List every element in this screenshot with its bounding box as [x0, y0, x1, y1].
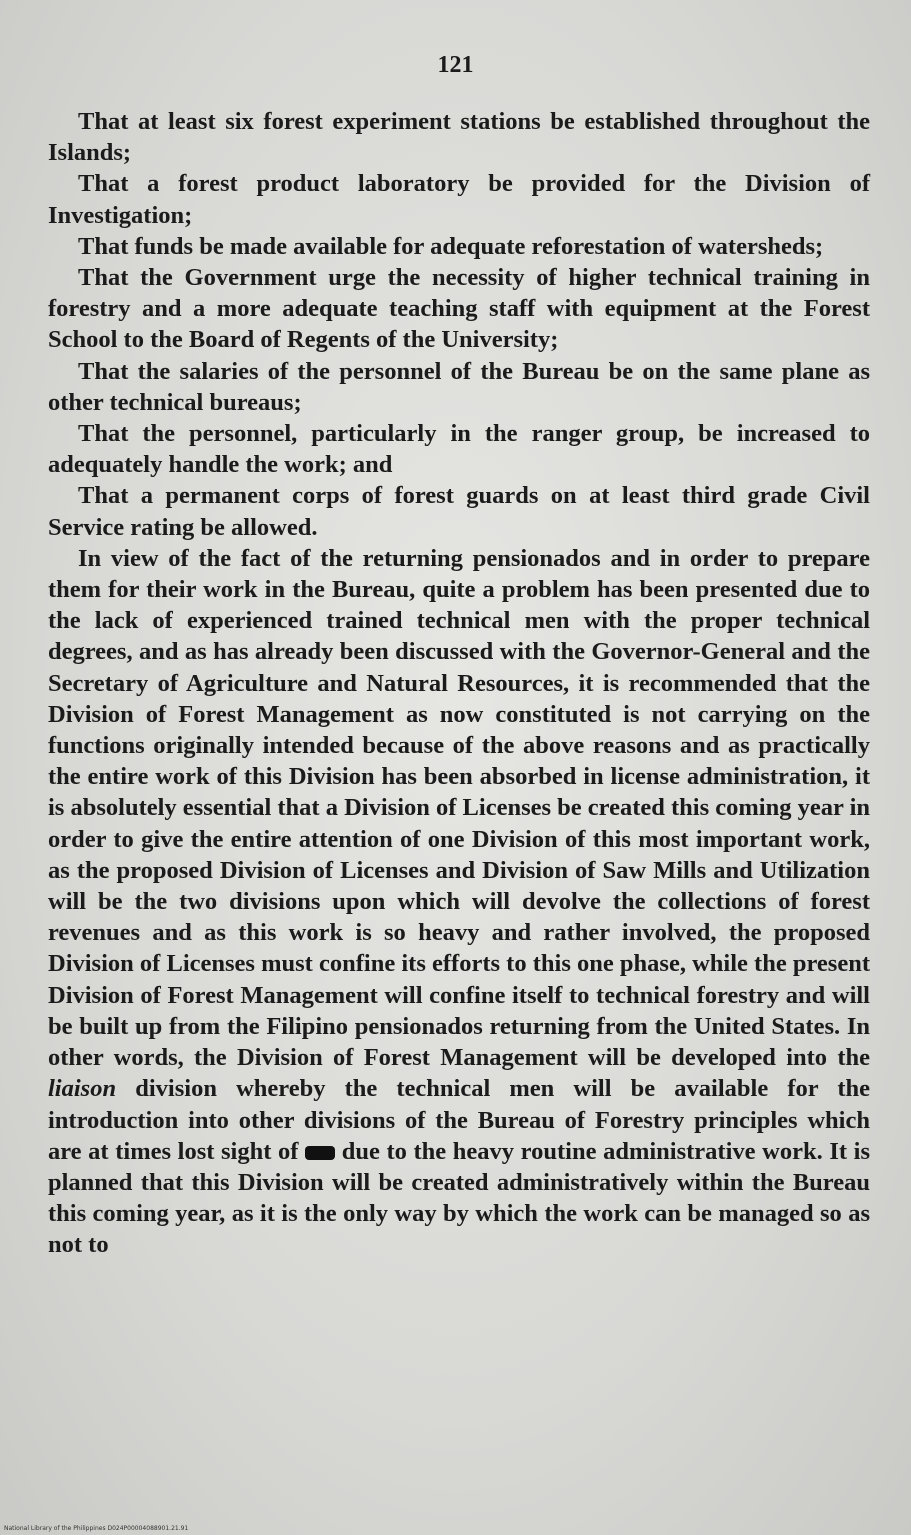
main-paragraph: [48, 543, 870, 1261]
library-footer: National Library of the Philippines D024P00004088901.21.91: [4, 1525, 189, 1532]
page-number: 121: [437, 52, 474, 78]
recommendation-personnel: That the personnel, particularly in the ranger group, be increased to adequately handle the work; and: [48, 420, 870, 479]
recommendation-forest-guards: That a permanent corps of forest guards on at least third grade Civil Service rating be allowed.: [48, 482, 870, 541]
main-paragraph-part-1: In view of the fact of the returning pensionados and in order to prepare them for their work in the Bureau, quite a problem has been presented due to the lack of experienced trained technical men with the proper technical degrees, and as has already been discussed with the Governor-General and the Secretary of Agriculture and Natural Resources, it is recommended that the Division of Forest Management as now constituted is not carrying on the functions originally intended because of the above reasons and as practically the entire work of this Division has been absorbed in license administration, it is absolutely essential that a Division of Licenses be created this coming year in order to give the entire attention of one Division of this most important work, as the proposed Division of Licenses and Division of Saw Mills and Utilization will be the two divisions upon which will devolve the collections of forest revenues and as this work is so heavy and rather involved, the proposed Division of Licenses must confine its efforts to this one phase, while the present Division of Forest Management will confine itself to technical forestry and will be built up from the Filipino pensionados returning from the United States. In other words, the Division of Forest Management will be developed into the: [48, 544, 870, 1072]
main-paragraph-part-3: due to the heavy routine administrative work. It is planned that this Division will be created administratively within the Bureau this coming year, as it is the only way by which the work can be managed so as not to: [48, 1137, 871, 1259]
ink-blot: [305, 1146, 335, 1160]
recommendation-reforestation: That funds be made available for adequate reforestation of watersheds;: [78, 232, 824, 260]
recommendation-stations: That at least six forest experiment stations be established throughout the Islands;: [48, 108, 870, 167]
recommendation-laboratory: That a forest product laboratory be provided for the Division of Investigation;: [48, 170, 870, 229]
recommendation-training: That the Government urge the necessity of higher technical training in forestry and a more adequate teaching staff with equipment at the Forest School to the Board of Regents of the University;: [48, 264, 870, 354]
liaison-italic: liaison: [48, 1075, 117, 1103]
recommendation-salaries: That the salaries of the personnel of the Bureau be on the same plane as other technical bureaus;: [48, 357, 870, 416]
main-paragraph-part-2: division whereby the technical men will be available for the introduction into other divisions of the Bureau of Forestry principles which are at times lost sight of: [48, 1075, 870, 1165]
body-text: [48, 106, 870, 1261]
